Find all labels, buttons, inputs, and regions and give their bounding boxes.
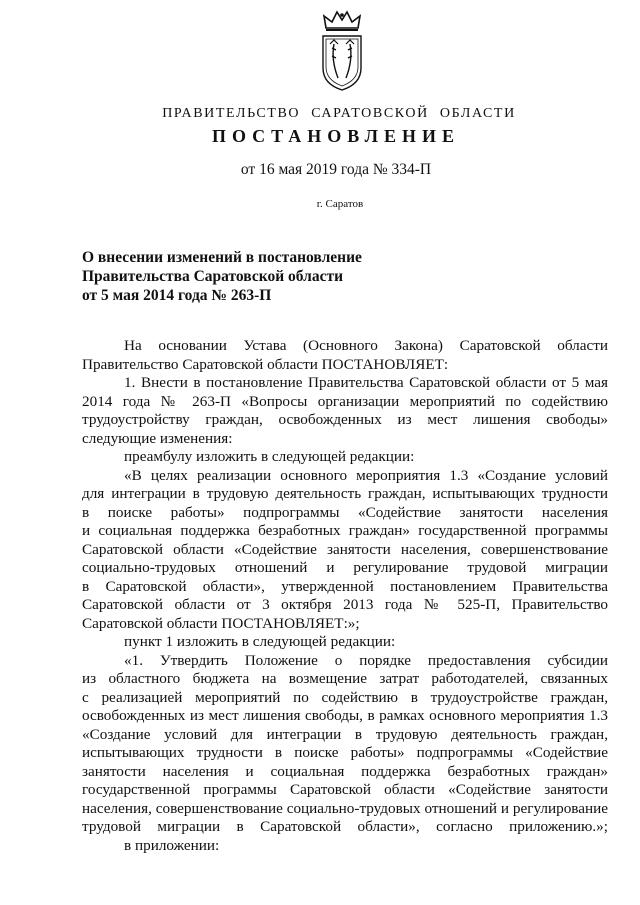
body-line: из областного бюджета на возмещение затрат работодателей, связанных (82, 670, 608, 687)
body-line: преамбулу изложить в следующей редакции: (124, 448, 415, 465)
document-body (82, 337, 608, 855)
coat-of-arms-emblem (318, 10, 366, 92)
body-line: населения, совершенствование социально-трудовых отношений и регулирование (82, 799, 608, 817)
body-line: для интеграции в трудовую деятельность граждан, испытывающих трудности (82, 485, 608, 502)
body-line: с реализацией мероприятий по содействию в трудоустройстве граждан, (82, 688, 608, 706)
body-line: «1. Утвердить Положение о порядке предоставления субсидии (124, 651, 608, 669)
body-line: 2014 года № 263-П «Вопросы организации мероприятий по содействию (82, 392, 608, 410)
subject-line: О внесении изменений в постановление (82, 249, 362, 266)
government-name: ПРАВИТЕЛЬСТВО САРАТОВСКОЙ ОБЛАСТИ (162, 106, 516, 121)
document-type-title: ПОСТАНОВЛЕНИЕ (211, 126, 461, 146)
body-line: следующие изменения: (82, 429, 233, 447)
body-line: испытывающих трудности в поиске работы» подпрограммы «Содействие (82, 744, 608, 761)
body-line: 1. Внести в постановление Правительства Саратовской области от 5 мая (124, 374, 608, 391)
body-line: в Саратовской области», утвержденной постановлением Правительства (82, 577, 608, 595)
body-line: Правительство Саратовской области ПОСТАНОВЛЯЕТ: (82, 355, 449, 373)
body-line: и социальная поддержка безработных граждан» государственной программы (82, 522, 608, 539)
document-date-number: от 16 мая 2019 года № 334-П (240, 161, 432, 178)
body-line: освобожденных из мест лишения свободы, в рамках основного мероприятия 1.3 (82, 707, 608, 724)
document-subject (82, 248, 502, 305)
body-line: социально-трудовых отношений и регулирование трудовой миграции (82, 559, 608, 576)
subject-line: Правительства Саратовской области (82, 268, 343, 285)
body-line: На основании Устава (Основного Закона) Саратовской области (124, 337, 608, 354)
body-line: трудовой миграции в Саратовской области», согласно приложению.»; (82, 818, 608, 835)
body-line: «В целях реализации основного мероприятия 1.3 «Создание условий (124, 466, 608, 484)
body-line: в приложении: (124, 836, 220, 854)
body-line: в поиске работы» подпрограммы «Содействие занятости населения (82, 503, 608, 521)
body-line: Саратовской области ПОСТАНОВЛЯЕТ:»; (82, 614, 360, 632)
body-line: занятости населения и социальная поддержка безработных граждан» (82, 762, 608, 780)
body-line: Саратовской области от 3 октября 2013 года № 525-П, Правительство (82, 596, 608, 613)
body-line: трудоустройству граждан, освобожденных из мест лишения свободы» (82, 411, 608, 428)
subject-line: от 5 мая 2014 года № 263-П (82, 287, 272, 304)
body-line: Саратовской области «Содействие занятости населения, совершенствование (82, 540, 608, 558)
document-city: г. Саратов (316, 198, 364, 210)
body-line: государственной программы Саратовской области «Содействие занятости (82, 781, 608, 798)
body-line: «Создание условий для интеграции в трудовую деятельность граждан, (82, 725, 608, 743)
body-line: пункт 1 изложить в следующей редакции: (124, 633, 396, 650)
